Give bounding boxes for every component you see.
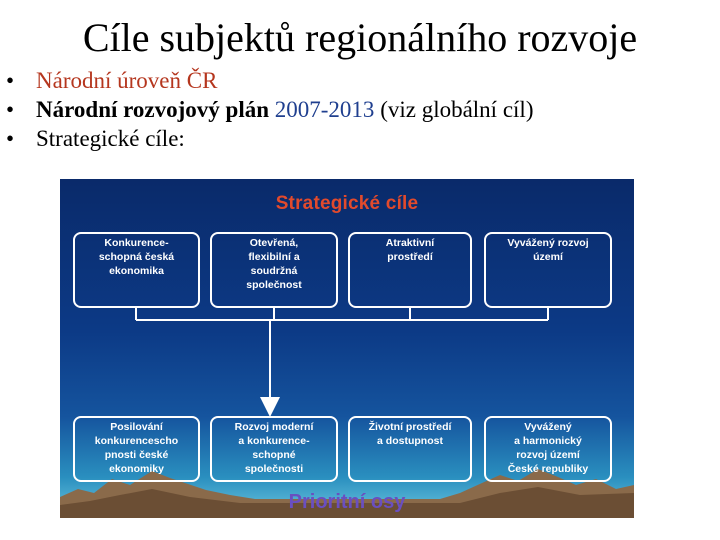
bullet-marker: • bbox=[6, 126, 15, 151]
connector-lines bbox=[136, 308, 548, 407]
bullet-text: Strategické cíle: bbox=[36, 126, 185, 151]
goal-box-attractive-environment: Atraktivní prostředí bbox=[348, 232, 472, 308]
goal-box-balanced-development: Vyvážený rozvoj území bbox=[484, 232, 612, 308]
axis-box-competitiveness: Posilování konkurencescho pnosti české ekonomiky bbox=[73, 416, 200, 482]
bullet-item-national-level bbox=[6, 66, 711, 95]
diagram-title: Strategické cíle bbox=[275, 193, 419, 214]
bullet-item-strategic-goals bbox=[6, 124, 711, 153]
bullet-list bbox=[6, 66, 711, 153]
axis-box-environment-accessibility: Životní prostředí a dostupnost bbox=[348, 416, 472, 482]
axis-box-harmonic-development: Vyvážený a harmonický rozvoj území České republiky bbox=[484, 416, 612, 482]
bullet-bold-text: Národní rozvojový plán bbox=[36, 97, 270, 122]
slide-title: Cíle subjektů regionálního rozvoje bbox=[82, 15, 638, 60]
strategic-goals-diagram bbox=[60, 179, 634, 518]
bullet-rest-text: (viz globální cíl) bbox=[380, 97, 534, 122]
goal-box-open-society: Otevřená, flexibilní a soudržná společnost bbox=[210, 232, 338, 308]
bullet-item-development-plan bbox=[6, 95, 711, 124]
bullet-marker: • bbox=[6, 97, 15, 122]
goal-box-competitive-economy: Konkurence- schopná česká ekonomika bbox=[73, 232, 200, 308]
bullet-marker: • bbox=[6, 68, 15, 93]
priority-axes-label: Prioritní osy bbox=[288, 491, 406, 513]
bullet-text: Národní úroveň ČR bbox=[36, 68, 218, 93]
bullet-years: 2007-2013 bbox=[274, 97, 375, 122]
axis-box-modern-society: Rozvoj moderní a konkurence- schopné společnosti bbox=[210, 416, 338, 482]
